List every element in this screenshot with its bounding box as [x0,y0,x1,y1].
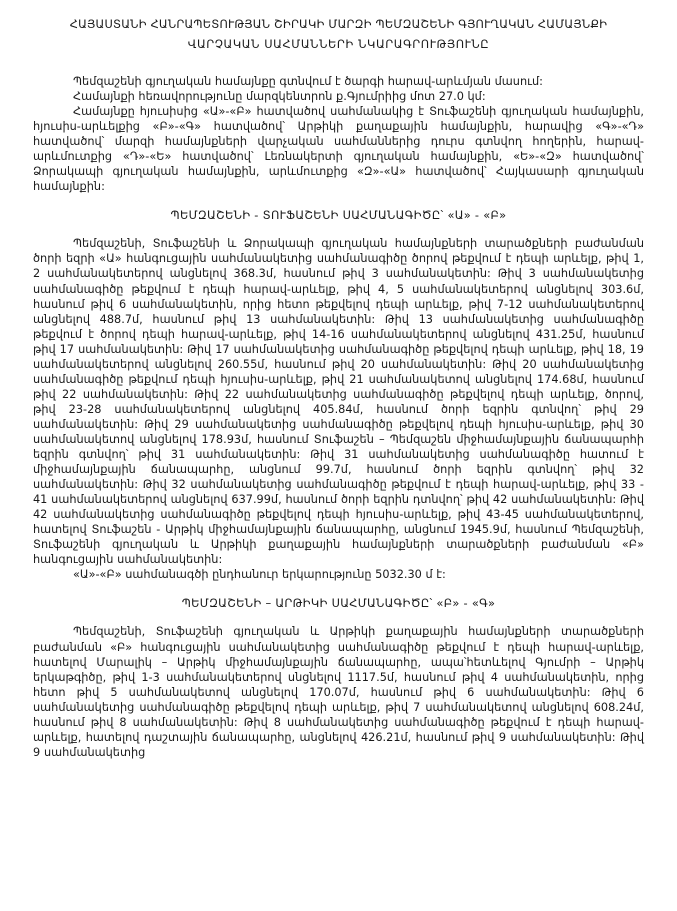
section-2-paragraph: Պեմզաշենի, Տուֆաշենի գյուղական և Արթիկի քաղաքային համայնքների տարածքների բաժանման «Բ» հանգուցային սահմանակետից սահմանագիծը թեքվում է դեպի հարավ-արևելք, հատելով Մարալիկ – Արթիկ միջհամայնքային ճանապարհը, ապա՝հետևելով Գյումրի – Արթիկ երկաթգիծը, թիվ 1-3 սահմանակետերով սնցնելով 1117.5մ, հասնում թիվ 4 սահմանակետին, որից հետո թիվ 5 սահմանակետով անցնելով 170.07մ, հասնում թիվ 6 սահմանակետին: Թիվ 6 սահմանակետից սահմանագիծը թեքվելով դեպի արևելք, թիվ 7 սահմանակետով անցնելով 608.24մ, հասնում թիվ 8 սահմանակետին: Թիվ 8 սահմանակետից սահմանագիծը թեքվում է դեպի հարավ-արևելք, հատելով դաշտային ճանապարհը, անցնելով 426.21մ, հասնում թիվ 9 սահմանակետին: Թիվ 9 սահմանակետից [33,625,644,759]
intro-line-1: Պեմզաշենի գյուղական համայնքը գտնվում է ծարգի հարավ-արևմյան մասում: [73,75,543,88]
intro-line-2: Համայնքի հեռավորությունը մարզկենտրոն ք.Գյումրիից մոտ 27.0 կմ: [73,90,486,104]
page-title-line-1: ՀԱՅԱՍՏԱՆԻ ՀԱՆՐԱՊԵՏՈՒԹՅԱՆ ՇԻՐԱԿԻ ՄԱՐԶԻ ՊԵՄԶԱՇԵՆԻ ԳՅՈՒՂԱԿԱՆ ՀԱՄԱՅՆՔԻ [69,17,608,31]
page-title-line-2: ՎԱՐՉԱԿԱՆ ՍԱՀՄԱՆՆԵՐԻ ՆԿԱՐԱԳՐՈՒԹՅՈՒՆԸ [187,37,490,51]
section-1-heading: ՊԵՄԶԱՇԵՆԻ - ՏՈՒՖԱՇԵՆԻ ՍԱՀՄԱՆԱԳԻԾԸ՝ «Ա» - «Բ» [170,208,507,223]
intro-paragraph: Համայնքը հյուսիսից «Ա»-«Բ» հատվածով սահմանակից է Տուֆաշենի գյուղական համայնքին, հյուսիս-արևելքից «Բ»-«Գ» հատվածով՝ Արթիկի քաղաքային համայնքին, հարավից «Գ»-«Դ» հատվածով՝ մարզի համայնքների վարչական սահմաններից դուրս գտնվող հողերին, հարավ-արևմուտքից «Դ»-«Ե» հատվածով՝ Լեռնակերտի գյուղական համայնքին, «Ե»-«Զ» հատվածով՝ Ձորակապի գյուղական համայնքին, արևմուտքից «Զ»-«Ա» հատվածով՝ Հայկասարի գյուղական համայնքին: [33,105,644,194]
section-1-spacer-top [33,194,644,207]
section-2-spacer-bottom [33,611,644,624]
section-2-heading: ՊԵՄԶԱՇԵՆԻ – ԱՐԹԻԿԻ ՍԱՀՄԱՆԱԳԻԾԸ՝ «Բ» - «Գ» [181,596,496,611]
section-1-paragraph: Պեմզաշենի, Տուֆաշենի և Ձորակապի գյուղական համայնքների տարածքների բաժանման ծորի եզրի «Ա» հանգուցային սահմանակետից սահմանագիծը ծորով թեքվում է դեպի արևելք, թիվ 1, 2 սահմանակետերով անցնելով 368.3մ, հասնում թիվ 3 սահմանակետին: Թիվ 3 սահմանակետից սահմանագիծը թեքվում է դեպի հարավ-արևելք, թիվ 4, 5 սահմանակետերով անցնելով 303.6մ, հասնում թիվ 6 սահմանակետին, որից հետո թեքվելով դեպի արևելք, թիվ 7-12 սահմանակետերով անցնելով 488.7մ, հասնում թիվ 13 սահմանակետին: Թիվ 13 սահմանակետից սահմանագիծը թեքվում է ծորով դեպի հարավ-արևելք, թիվ 14-16 սահմանակետերով անցնելով 431.25մ, հասնում թիվ 17 սահմանակետին: Թիվ 17 սահմանակետից սահմանագիծը թեքվելով դեպի արևելք, թիվ 18, 19 սահմանակետերով անցնելով 260.55մ, հասնում թիվ 20 սահմանակետին: Թիվ 20 սահմանակետից սահմանագիծը թեքվում դեպի հյուսիս-արևելք, թիվ 21 սահմանակետով անցնելով 174.68մ, հասնում թիվ 22 սահմանակետին: Թիվ 22 սահմանակետից սահմանագիծը թեքվելով դեպի արևելք, ծորով, թիվ 23-28 սահմանակետերով անցնելով 405.84մ, հասնում ծորի եզրին գտնվող՝ թիվ 29 սահմանակետին: Թիվ 29 սահմանակետից սահմանագիծը թեքվելով դեպի հյուսիս-արևելք, թիվ 30 սահմանակետով անցնելով 178.93մ, հասնում Տուֆաշեն – Պեմզաշեն միջհամայնքային ճանապարհի եզրին գտնվող՝ թիվ 31 սահմանակետին: Թիվ 31 սահմանակետից սահմանագիծը հատում է միջհամայնքային ճանապարհը, անցնում 99.7մ, հասնում ծորի եզրին գտնվող՝ թիվ 32 սահմանակետին: Թիվ 32 սահմանակետից սահմանագիծը թեքվում է դեպի հարավ-արևելք, թիվ 33 - 41 սահմանակետերով անցնելով 637.99մ, հասնում ծորի եզրին դտնվող՝ թիվ 42 սահմանակետին: Թիվ 42 սահմանակետից սահմանագիծը թեքվելով դեպի հյուսիս-արևելք, թիվ 43-45 սահմանակետերով, հատելով Տուֆաշեն - Արթիկ միջհամայնքային ճանապարհը, անցնում 1945.9մ, հասնում Պեմզաշենի, Տուֆաշենի գյուղական և Արթիկի քաղաքային համայնքների տարածքների բաժանման «Բ» հանգուցային սահմանակետին: [33,237,645,567]
page-title [33,14,644,54]
section-1-spacer-bottom [33,223,644,236]
section-1-total-length: «Ա»-«Բ» սահմանագծի ընդհանուր երկարությունը 5032.30 մ է: [73,568,446,582]
title-spacer [33,54,644,74]
section-2-spacer-top [33,582,644,595]
